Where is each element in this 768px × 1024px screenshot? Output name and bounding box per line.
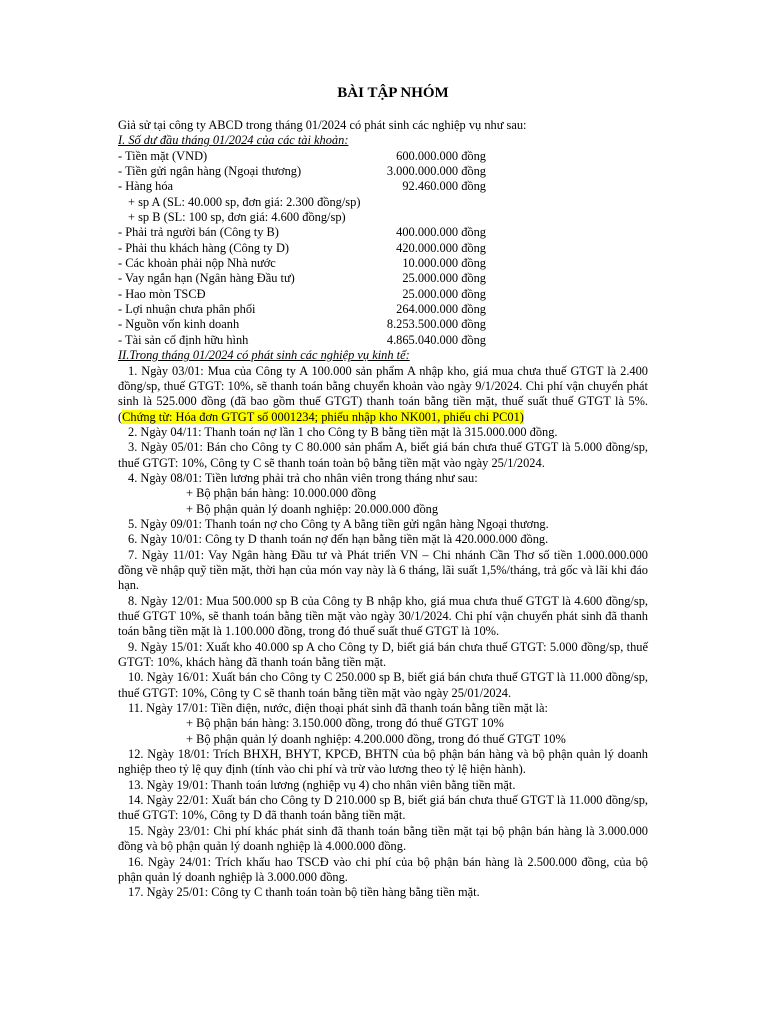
transaction-16: 16. Ngày 24/01: Trích khấu hao TSCĐ vào chi phí của bộ phận bán hàng là 2.500.000 đồng, của bộ phận quản lý doanh nghiệp là 3.000.000 đồng. (118, 854, 648, 884)
transaction-9: 9. Ngày 15/01: Xuất kho 40.000 sp A cho Công ty D, biết giá bán chưa thuế GTGT: 5.000 đồng/sp, thuế GTGT: 10%, khách hàng đã thanh toán bằng tiền mặt. (118, 639, 648, 670)
transaction-17: 17. Ngày 25/01: Công ty C thanh toán toàn bộ tiền hàng bằng tiền mặt. (128, 885, 480, 900)
balance-row: - Vay ngắn hạn (Ngân hàng Đầu tư) 25.000.000 đồng (118, 271, 486, 286)
document-body (118, 84, 648, 901)
goods-item: + sp B (SL: 100 sp, đơn giá: 4.600 đồng/sp) (128, 210, 346, 225)
balance-row: - Các khoản phải nộp Nhà nước 10.000.000 đồng (118, 256, 486, 271)
transaction-4-item: + Bộ phận bán hàng: 10.000.000 đồng (186, 486, 377, 501)
balance-row: - Hao mòn TSCĐ 25.000.000 đồng (118, 286, 486, 301)
document-title: BÀI TẬP NHÓM (337, 85, 449, 101)
transaction-12: 12. Ngày 18/01: Trích BHXH, BHYT, KPCĐ, BHTN của bộ phận bán hàng và bộ phận quản lý doanh nghiệp theo tỷ lệ quy định (tính vào chi phí và trừ vào lương theo tỷ lệ hiện hành). (118, 747, 648, 777)
transaction-11-item: + Bộ phận quản lý doanh nghiệp: 4.200.000 đồng, trong đó thuế GTGT 10% (186, 731, 566, 746)
balance-row: - Tài sản cố định hữu hình 4.865.040.000 đồng (118, 332, 486, 347)
transaction-6: 6. Ngày 10/01: Công ty D thanh toán nợ đến hạn bằng tiền mặt là 420.000.000 đồng. (128, 532, 549, 547)
highlighted-voucher-note: Chứng từ: Hóa đơn GTGT số 0001234; phiếu nhập kho NK001, phiếu chi PC01) (122, 409, 524, 424)
balance-row: - Phải thu khách hàng (Công ty D) 420.000.000 đồng (118, 240, 486, 255)
transaction-15: 15. Ngày 23/01: Chi phí khác phát sinh đã thanh toán bằng tiền mặt tại bộ phận bán hàng là 3.000.000 đồng và bộ phận quản lý doanh nghiệp là 4.000.000 đồng. (118, 823, 648, 854)
intro-text: Giả sử tại công ty ABCD trong tháng 01/2024 có phát sinh các nghiệp vụ như sau: (118, 118, 527, 132)
transaction-13: 13. Ngày 19/01: Thanh toán lương (nghiệp vụ 4) cho nhân viên bằng tiền mặt. (128, 777, 516, 792)
section-opening-balances: I. Số dư đầu tháng 01/2024 của các tài khoản: (118, 133, 349, 148)
balance-row: - Tiền mặt (VND) 600.000.000 đồng (118, 148, 486, 163)
transaction-5: 5. Ngày 09/01: Thanh toán nợ cho Công ty A bằng tiền gửi ngân hàng Ngoại thương. (128, 516, 549, 531)
transaction-4: 4. Ngày 08/01: Tiền lương phải trả cho nhân viên trong tháng như sau: (128, 470, 478, 485)
transaction-1: 1. Ngày 03/01: Mua của Công ty A 100.000 sản phẩm A nhập kho, giá mua chưa thuế GTGT là 2.400 đồng/sp, thuế GTGT: 10%, sẽ thanh toán bằng chuyển khoản vào ngày 9/1/2024. Chi phí vận chuyển phát sinh là 525.000 đồng (đã bao gồm thuế GTGT) thanh toán bằng tiền mặt, thuế suất thuế GTGT là 5%. (Chứng từ: Hóa đơn GTGT số 0001234; phiếu nhập kho NK001, phiếu chi PC01) (118, 363, 648, 424)
transaction-7: 7. Ngày 11/01: Vay Ngân hàng Đầu tư và Phát triển VN – Chi nhánh Cần Thơ số tiền 1.000.000.000 đồng về nhập quỹ tiền mặt, thời hạn của món vay này là 6 tháng, lãi suất 1,5%/tháng, trả gốc và lãi khi đáo hạn. (118, 547, 648, 593)
balance-row: - Phải trả người bán (Công ty B) 400.000.000 đồng (118, 225, 486, 240)
transaction-11-item: + Bộ phận bán hàng: 3.150.000 đồng, trong đó thuế GTGT 10% (186, 716, 504, 731)
section-transactions: II.Trong tháng 01/2024 có phát sinh các nghiệp vụ kinh tế: (118, 348, 410, 363)
transaction-8: 8. Ngày 12/01: Mua 500.000 sp B của Công ty B nhập kho, giá mua chưa thuế GTGT là 4.600 đồng/sp, thuế GTGT 10%, sẽ thanh toán bằng tiền mặt vào ngày 30/1/2024. Chi phí vận chuyển phát sinh đã thanh toán bằng tiền mặt là 1.100.000 đồng, trong đó thuế suất thuế GTGT là 10%. (118, 593, 648, 639)
transaction-4-item: + Bộ phận quản lý doanh nghiệp: 20.000.000 đồng (186, 501, 439, 516)
transaction-3: 3. Ngày 05/01: Bán cho Công ty C 80.000 sản phẩm A, biết giá bán chưa thuế GTGT là 5.000 đồng/sp, thuế GTGT: 10%, Công ty C sẽ thanh toán toàn bộ bằng tiền mặt vào ngày 25/1/2024. (118, 440, 648, 470)
balance-row: - Tiền gửi ngân hàng (Ngoại thương) 3.000.000.000 đồng (118, 164, 486, 179)
goods-item: + sp A (SL: 40.000 sp, đơn giá: 2.300 đồng/sp) (128, 194, 361, 209)
transaction-2: 2. Ngày 04/11: Thanh toán nợ lần 1 cho Công ty B bằng tiền mặt là 315.000.000 đồng. (128, 424, 558, 439)
balance-row: - Lợi nhuận chưa phân phối 264.000.000 đồng (118, 302, 486, 317)
transaction-10: 10. Ngày 16/01: Xuất bán cho Công ty C 250.000 sp B, biết giá bán chưa thuế GTGT là 11.000 đồng/sp, thuế GTGT: 10%, Công ty C sẽ thanh toán bằng tiền mặt vào ngày 25/01/2024. (118, 670, 648, 700)
balance-row: - Hàng hóa 92.460.000 đồng (118, 179, 486, 194)
transaction-14: 14. Ngày 22/01: Xuất bán cho Công ty D 210.000 sp B, biết giá bán chưa thuế GTGT là 11.000 đồng/sp, thuế GTGT: 10%, Công ty D đã thanh toán bằng tiền mặt. (118, 793, 648, 823)
transaction-11: 11. Ngày 17/01: Tiền điện, nước, điện thoại phát sinh đã thanh toán bằng tiền mặt là: (128, 701, 548, 716)
balance-row: - Nguồn vốn kinh doanh 8.253.500.000 đồng (118, 317, 486, 332)
